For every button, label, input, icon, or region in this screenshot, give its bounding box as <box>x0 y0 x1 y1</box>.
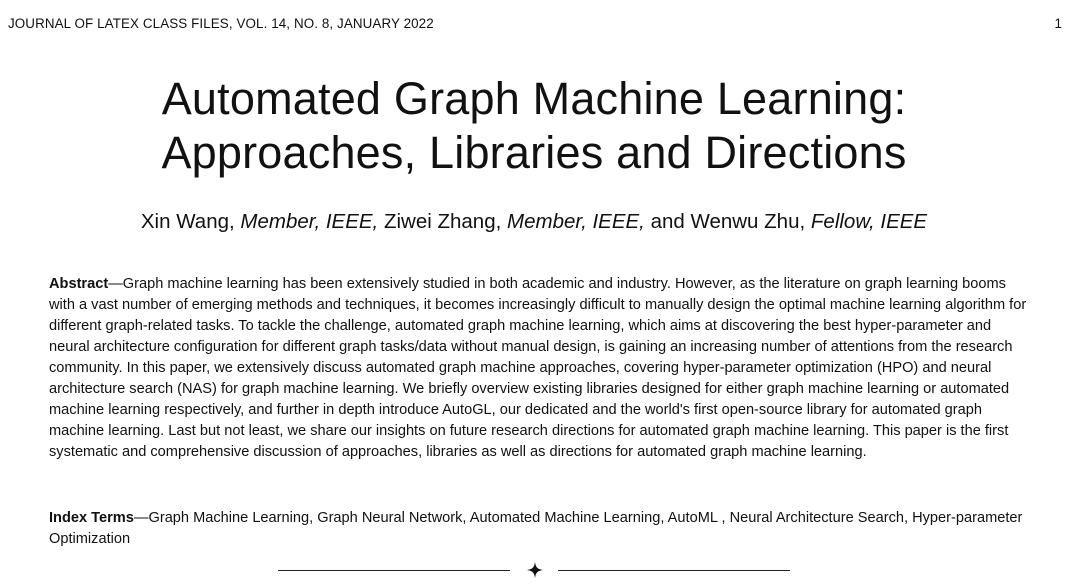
author-name: Ziwei Zhang, <box>383 210 502 233</box>
page-number: 1 <box>1054 16 1062 31</box>
abstract-label: Abstract <box>49 276 109 292</box>
index-terms-label: Index Terms <box>49 510 134 526</box>
author-role: Member, IEEE, <box>240 210 379 233</box>
separator-rule-right <box>558 570 790 571</box>
author-role: Member, IEEE, <box>507 210 645 233</box>
abstract-text: —Graph machine learning has been extensively studied in both academic and industry. However, as the literature on graph learning booms with a vast number of emerging methods and techniques, it becomes increasingly difficult to manually design the optimal machine learning algorithm for different graph-related tasks. To tackle the challenge, automated graph machine learning, which aims at discovering the best hyper-parameter and neural architecture configuration for different graph tasks/data without manual design, is gaining an increasing number of attentions from the research community. In this paper, we extensively discuss automated graph machine approaches, covering hyper-parameter optimization (HPO) and neural architecture search (NAS) for graph machine learning. We briefly overview existing libraries designed for either graph machine learning or automated machine learning respectively, and further in depth introduce AutoGL, our dedicated and the world's first open-source library for automated graph machine learning. Last but not least, we share our insights on future research directions for automated graph machine learning. This paper is the first systematic and comprehensive discussion of approaches, libraries as well as directions for automated graph machine learning. <box>49 276 1027 460</box>
author-role: Fellow, IEEE <box>810 210 928 233</box>
separator-rule-left <box>278 570 510 571</box>
paper-title-line-2: Approaches, Libraries and Directions <box>161 127 907 178</box>
running-header <box>8 16 1062 36</box>
author-name: Xin Wang, <box>140 210 235 233</box>
journal-info: JOURNAL OF LATEX CLASS FILES, VOL. 14, NO. 8, JANUARY 2022 <box>8 16 434 31</box>
abstract <box>49 274 1029 463</box>
paper-title <box>0 72 1068 180</box>
paper-title-line-1: Automated Graph Machine Learning: <box>161 73 907 124</box>
author-list <box>0 208 1068 236</box>
index-terms <box>49 508 1029 550</box>
four-point-star-icon <box>524 560 546 580</box>
index-terms-text: —Graph Machine Learning, Graph Neural Network, Automated Machine Learning, AutoML , Neural Architecture Search, Hyper-parameter Optimization <box>49 510 1023 547</box>
author-name: and Wenwu Zhu, <box>650 210 806 233</box>
section-separator <box>0 560 1068 580</box>
